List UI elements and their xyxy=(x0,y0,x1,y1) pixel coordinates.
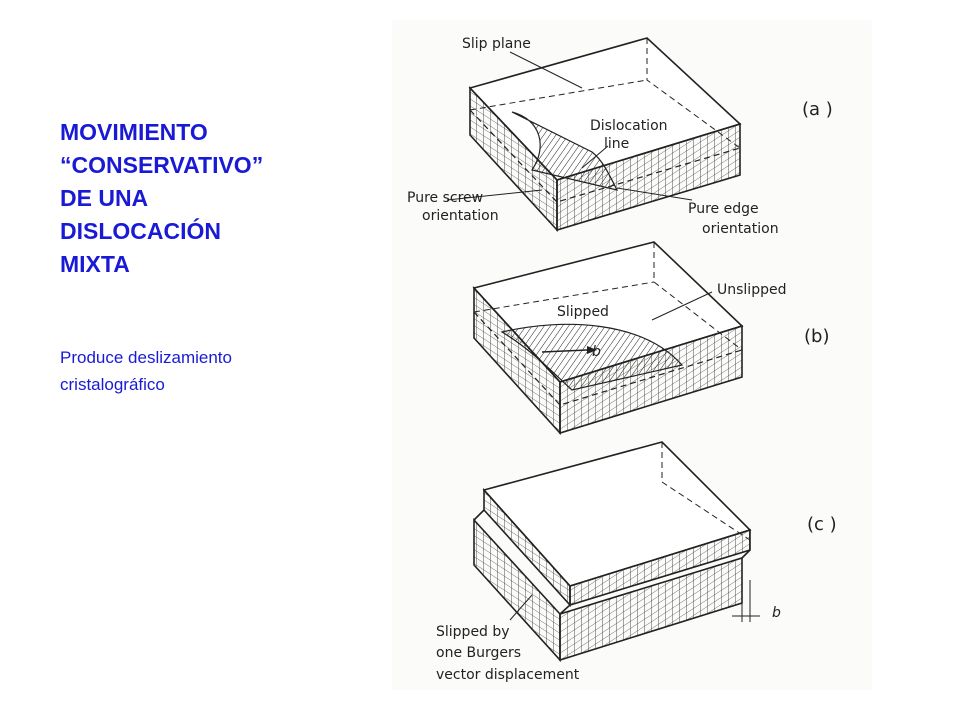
unslipped-label: Unslipped xyxy=(717,282,787,298)
dislocation-diagram xyxy=(392,20,872,690)
pure-screw-label-2: orientation xyxy=(422,208,499,224)
pure-edge-label-1: Pure edge xyxy=(688,201,759,217)
title-line-4: DISLOCACIÓN xyxy=(60,218,221,244)
panel-b-block xyxy=(474,242,742,433)
panel-a-label: (a ) xyxy=(802,99,833,120)
burgers-vector-b-label: b xyxy=(592,344,601,360)
title-line-3: DE UNA xyxy=(60,185,149,211)
pure-screw-label-1: Pure screw xyxy=(407,190,484,206)
title-line-2: “CONSERVATIVO” xyxy=(60,152,264,178)
description-line-2: cristalográfico xyxy=(60,375,165,394)
title-line-1: MOVIMIENTO xyxy=(60,119,208,145)
dislocation-line-label-2: line xyxy=(604,136,630,152)
slip-plane-label: Slip plane xyxy=(462,36,531,52)
slipped-label: Slipped xyxy=(557,304,609,320)
slipped-by-label-2: one Burgers xyxy=(436,645,522,661)
dislocation-line-label-1: Dislocation xyxy=(590,118,668,134)
pure-edge-label-2: orientation xyxy=(702,221,779,237)
slide-title xyxy=(60,116,360,281)
panel-c-label: (c ) xyxy=(807,514,837,535)
description-line-1: Produce deslizamiento xyxy=(60,348,232,367)
panel-c-block xyxy=(474,442,760,660)
slide-description xyxy=(60,344,360,398)
dislocation-figure xyxy=(392,20,872,690)
title-line-5: MIXTA xyxy=(60,251,130,277)
slipped-by-label-3: vector displacement xyxy=(436,667,580,683)
slipped-by-label-1: Slipped by xyxy=(436,624,510,640)
panel-b-label: (b) xyxy=(804,326,830,347)
burgers-vector-b-label-c: b xyxy=(772,605,781,621)
